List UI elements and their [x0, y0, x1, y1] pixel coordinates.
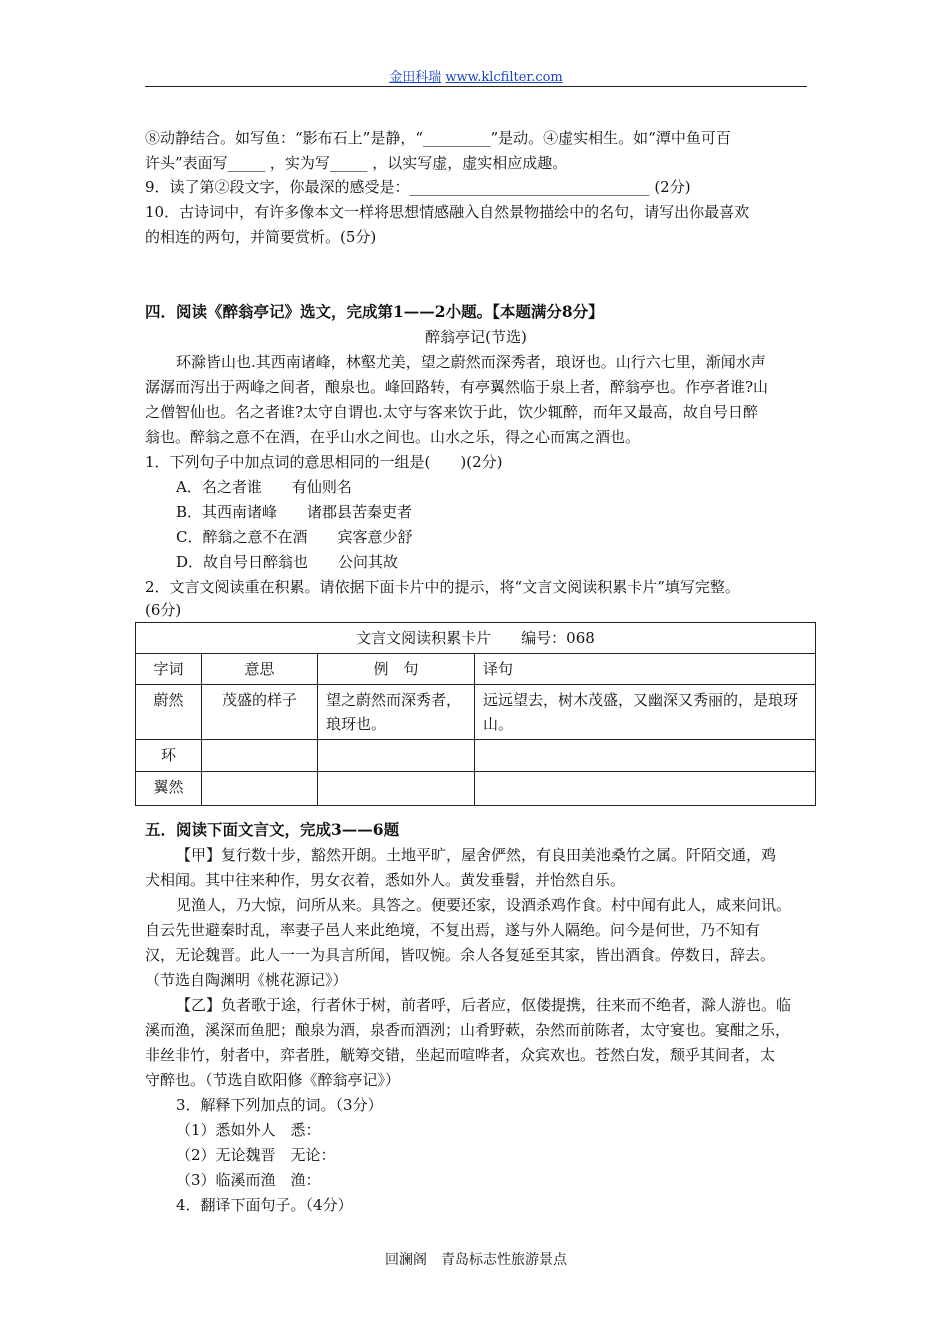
passage-line: 潺潺而泻出于两峰之间者，酿泉也。峰回路转，有亭翼然临于泉上者，醉翁亭也。作亭者谁?山	[145, 378, 769, 396]
passage-line: 之僧智仙也。名之者谁?太守自谓也.太守与客来饮于此，饮少辄醉，而年又最高，故自号日醉	[145, 403, 758, 421]
passage-line: 自云先世避秦时乱，率妻子邑人来此绝境，不复出焉，遂与外人隔绝。问今是何世，乃不知有	[145, 921, 761, 939]
table-row	[136, 685, 816, 740]
table-header-row	[136, 654, 816, 685]
page-footer: 回澜阁 青岛标志性旅游景点	[385, 1252, 567, 1268]
column-header: 译句	[475, 654, 816, 685]
question-10: 10．古诗词中，有许多像本文一样将思想情感融入自然景物描绘中的名句，请写出你最喜欢	[145, 203, 750, 221]
passage-line: 【乙】负者歌于途，行者休于树，前者呼，后者应，伛偻提携，往来而不绝者，滁人游也。临	[176, 996, 792, 1014]
table-cell: 望之蔚然而深秀者，琅玡也。	[318, 685, 475, 740]
section-4-subtitle: 醉翁亭记(节选)	[425, 328, 527, 346]
column-header: 例 句	[318, 654, 475, 685]
option-b: B．其西南诸峰 诸郡县苦秦吏者	[176, 503, 413, 521]
passage-line: 环滁皆山也.其西南诸峰，林壑尤美，望之蔚然而深秀者，琅讶也。山行六七里，渐闻水声	[176, 353, 766, 371]
accumulation-card-table	[135, 622, 816, 806]
column-header: 意思	[202, 654, 318, 685]
header-divider	[145, 86, 807, 87]
answer-cell[interactable]	[318, 772, 475, 806]
table-cell: 翼然	[136, 772, 202, 806]
table-cell: 远远望去，树木茂盛，又幽深又秀丽的，是琅玡山。	[475, 685, 816, 740]
passage-line: 汉，无论魏晋。此人一一为具言所闻，皆叹惋。余人各复延至其家，皆出酒食。停数日，辞去。	[145, 946, 776, 964]
passage-line: 守醉也。（节选自欧阳修《醉翁亭记》）	[145, 1071, 401, 1089]
question-4: 4．翻译下面句子。（4分）	[176, 1196, 353, 1214]
passage-line: 翁也。醉翁之意不在酒，在乎山水之间也。山水之乐，得之心而寓之酒也。	[145, 428, 641, 446]
section-4-heading: 四．阅读《醉翁亭记》选文，完成第1——2小题。【本题满分8分】	[145, 302, 604, 321]
text-line: 的相连的两句，并简要赏析。(5分)	[145, 228, 377, 246]
text-line: ⑧动静结合。如写鱼：“影布石上”是静，“_________”是动。④虚实相生。如“潭中鱼可百	[145, 129, 731, 147]
text-line: 许头”表面写_____ ，实为写_____ ，以实写虚，虚实相应成趣。	[145, 154, 568, 172]
question-1: 1．下列句子中加点词的意思相同的一组是( )(2分)	[145, 453, 503, 471]
question-2: 2．文言文阅读重在积累。请依据下面卡片中的提示，将“文言文阅读积累卡片”填写完整。	[145, 578, 740, 596]
section-5-heading: 五．阅读下面文言文，完成3——6题	[145, 820, 400, 839]
passage-line: 见渔人，乃大惊，问所从来。具答之。便要还家，设酒杀鸡作食。村中闻有此人，咸来问讯。	[176, 896, 792, 914]
answer-cell[interactable]	[202, 740, 318, 772]
question-2-score: (6分)	[145, 601, 182, 619]
table-cell: 茂盛的样子	[202, 685, 318, 740]
question-3: 3．解释下列加点的词。（3分）	[176, 1096, 383, 1114]
question-3-item: （2）无论魏晋 无论：	[176, 1146, 336, 1164]
answer-cell[interactable]	[475, 772, 816, 806]
question-3-item: （3）临溪而渔 渔：	[176, 1171, 321, 1189]
table-cell: 蔚然	[136, 685, 202, 740]
passage-line: 犬相闻。其中往来种作，男女衣着，悉如外人。黄发垂髫，并怡然自乐。	[145, 871, 626, 889]
option-c: C．醉翁之意不在酒 宾客意少舒	[176, 528, 413, 546]
answer-cell[interactable]	[318, 740, 475, 772]
table-cell: 环	[136, 740, 202, 772]
header-url-link[interactable]: www.klcfilter.com	[445, 70, 563, 85]
card-title: 文言文阅读积累卡片 编号：068	[136, 623, 816, 654]
table-row	[136, 740, 816, 772]
passage-line: 非丝非竹，射者中，弈者胜，觥筹交错，坐起而喧哗者，众宾欢也。苍然白发，颓乎其间者，太	[145, 1046, 776, 1064]
page-header	[145, 66, 807, 85]
source-note: （节选自陶渊明《桃花源记》）	[145, 971, 348, 989]
option-d: D．故自号日醉翁也 公问其故	[176, 553, 399, 571]
question-9: 9．读了第②段文字，你最深的感受是：________________________________ (2分)	[145, 178, 691, 196]
passage-line: 溪而渔，溪深而鱼肥；酿泉为酒，泉香而酒洌；山肴野蔌，杂然而前陈者，太守宴也。宴酣之乐，	[145, 1021, 791, 1039]
column-header: 字词	[136, 654, 202, 685]
header-brand[interactable]: 金田科瑞	[389, 70, 442, 85]
question-3-item: （1）悉如外人 悉：	[176, 1121, 321, 1139]
answer-cell[interactable]	[202, 772, 318, 806]
option-a: A．名之者谁 有仙则名	[176, 478, 352, 496]
answer-cell[interactable]	[475, 740, 816, 772]
table-row	[136, 772, 816, 806]
passage-line: 【甲】复行数十步，豁然开朗。土地平旷，屋舍俨然，有良田美池桑竹之属。阡陌交通，鸡	[176, 846, 777, 864]
